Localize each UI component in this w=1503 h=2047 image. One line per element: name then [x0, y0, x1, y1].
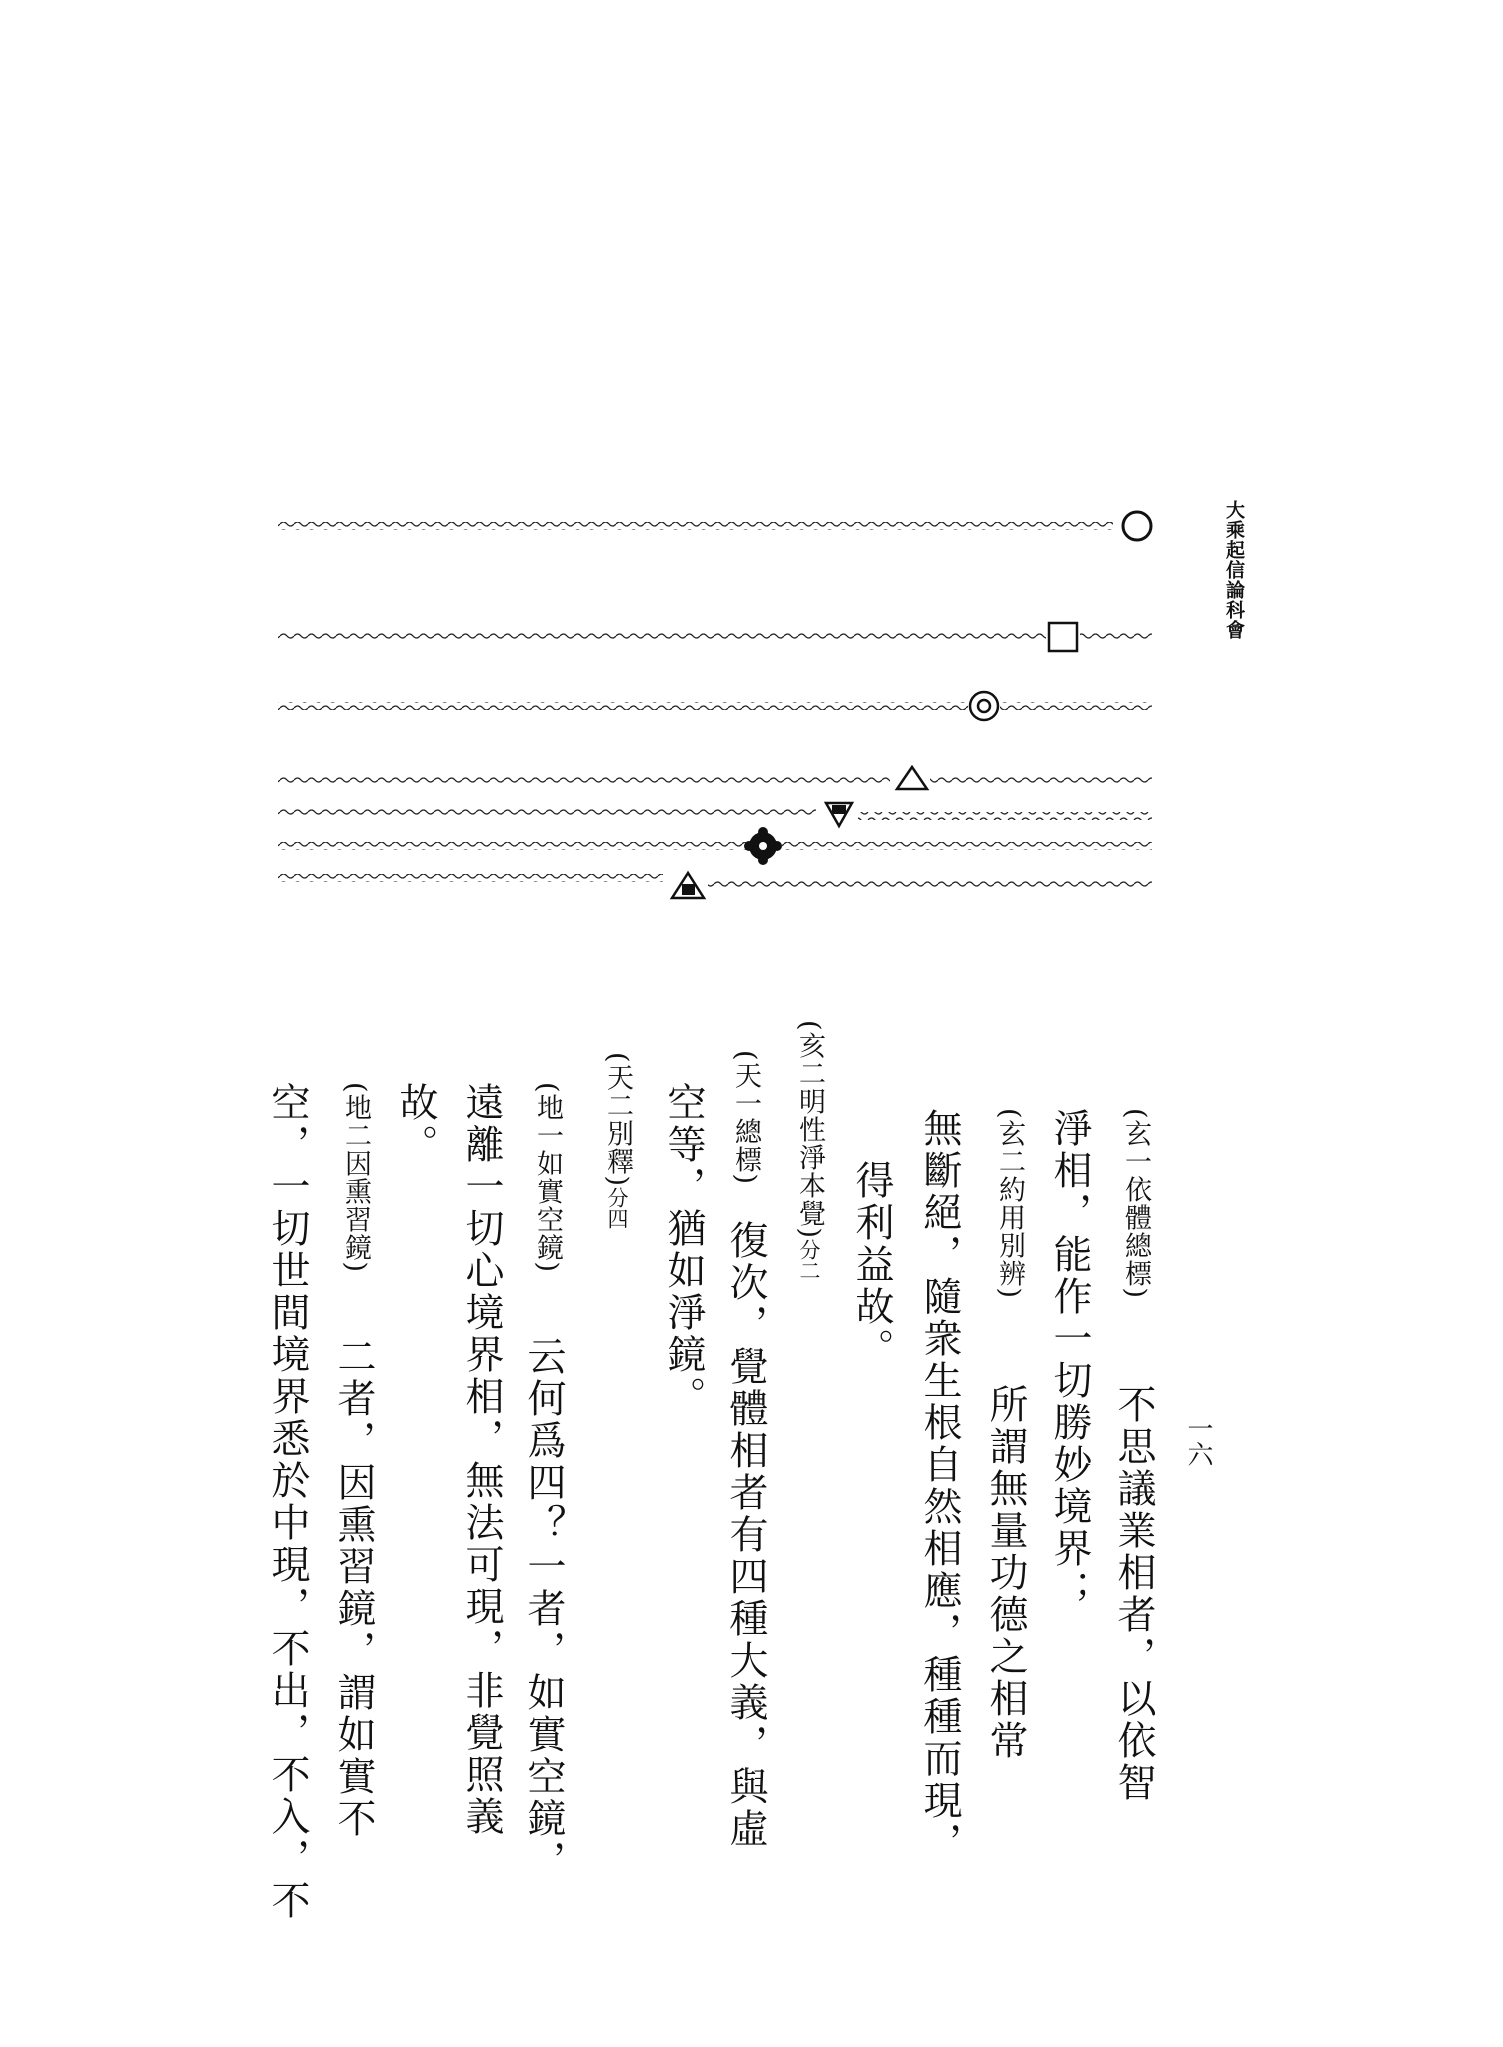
wavy-line	[782, 842, 1152, 850]
outline-row	[278, 803, 1152, 826]
text-column: 得利益故。	[849, 1160, 894, 1370]
text-column: 復次，覺體相者有四種大義，與虛	[723, 1220, 768, 1850]
wavy-line	[278, 522, 1113, 530]
text-column: 無斷絕，隨衆生根自然相應，種種而現，	[917, 1108, 962, 1864]
section-label: (亥二明性淨本覺)分二	[794, 1020, 825, 1282]
square-icon	[1049, 623, 1077, 651]
text-column: 淨相，能作一切勝妙境界；	[1047, 1108, 1092, 1612]
section-label: (天二別釋)分四	[602, 1052, 633, 1230]
outline-row	[278, 827, 1152, 865]
inverted-triangle-filled-icon	[826, 803, 852, 826]
text-column: 所謂無量功德之相常	[983, 1384, 1028, 1762]
flower-icon	[744, 827, 782, 865]
text-column: 不思議業相者，以依智	[1111, 1384, 1156, 1804]
outline-row	[278, 692, 1152, 720]
circle-icon	[1123, 512, 1151, 540]
text-column: 云何爲四？一者，如實空鏡，	[521, 1336, 566, 1882]
wavy-line	[708, 880, 1152, 888]
section-label: (天一總標)	[730, 1050, 761, 1186]
wavy-line	[1000, 702, 1152, 710]
wavy-line	[278, 808, 816, 816]
triangle-icon	[897, 767, 927, 789]
outline-row	[278, 623, 1152, 651]
outline-row	[278, 873, 1152, 898]
outline-row	[278, 512, 1151, 540]
section-label: (玄一依體總標)	[1120, 1108, 1151, 1300]
wavy-line	[278, 776, 890, 784]
wavy-line	[278, 842, 746, 850]
book-title: 大乘起信論科會	[1223, 500, 1245, 640]
triangle-filled-icon	[672, 873, 704, 898]
wavy-line	[278, 632, 1046, 640]
section-label: (地二因熏習鏡)	[340, 1082, 371, 1274]
wavy-line	[930, 776, 1152, 784]
wavy-line	[1080, 632, 1152, 640]
wavy-line	[858, 812, 1152, 820]
text-column: 空等，猶如淨鏡。	[661, 1082, 706, 1418]
section-label: (地一如實空鏡)	[532, 1082, 563, 1274]
double-circle-icon	[970, 692, 998, 720]
text-column: 空，一切世間境界悉於中現，不出，不入，不	[265, 1082, 310, 1922]
wavy-line	[278, 874, 663, 882]
text-column: 故。	[393, 1082, 438, 1166]
outline-row	[278, 767, 1152, 789]
text-column: 二者，因熏習鏡，謂如實不	[331, 1336, 376, 1840]
section-label: (玄二約用別辨)	[994, 1108, 1025, 1300]
page-number: 一六	[1183, 1415, 1213, 1467]
text-column: 遠離一切心境界相，無法可現，非覺照義	[459, 1082, 504, 1838]
wavy-line	[278, 702, 968, 710]
outline-diagram	[0, 0, 1503, 1000]
